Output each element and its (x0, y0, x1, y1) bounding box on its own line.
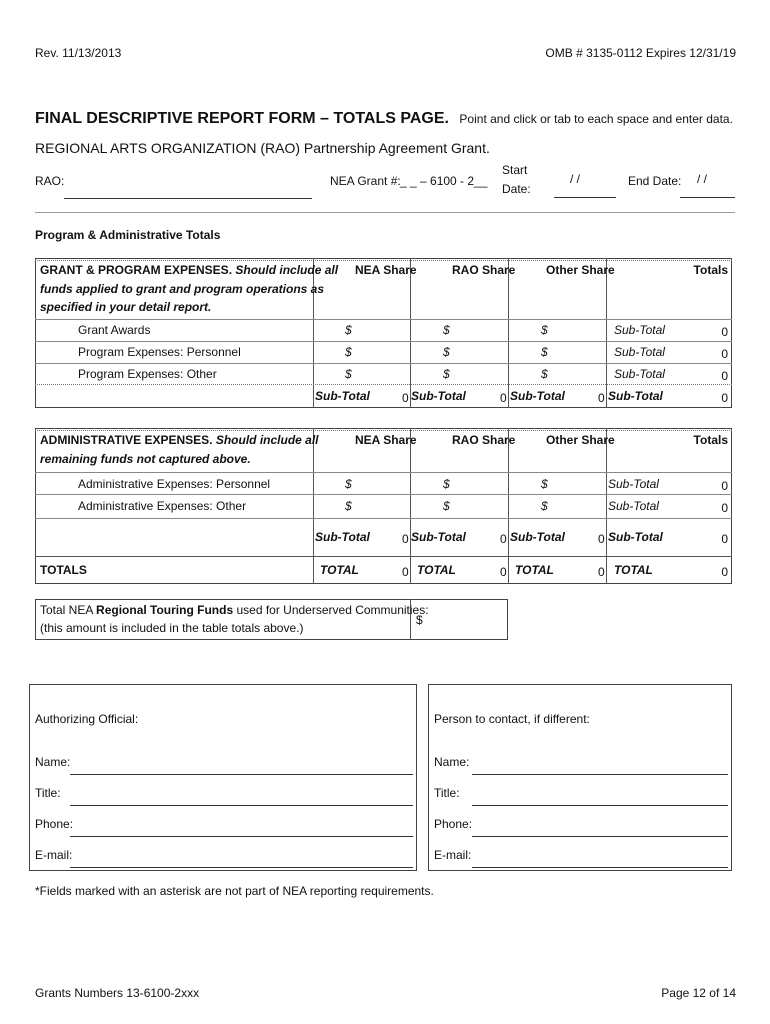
row-label: Administrative Expenses: Personnel (78, 477, 271, 491)
total-grand: 0 (721, 565, 728, 579)
row-total: 0 (721, 369, 728, 383)
total-label: TOTAL (320, 563, 359, 577)
name-label: Name: (434, 755, 470, 769)
touring-line-2: (this amount is included in the table totals above.) (40, 621, 304, 635)
nea-input[interactable]: $ (345, 499, 352, 513)
authorizing-official-label: Authorizing Official: (35, 712, 139, 726)
subtotal-label: Sub-Total (608, 530, 663, 544)
col-rao-share: RAO Share (452, 263, 516, 277)
rao-label: RAO: (35, 174, 65, 188)
subtotal-rao: 0 (500, 532, 507, 546)
other-input[interactable]: $ (541, 499, 548, 513)
nea-grant-number[interactable]: _ _ – 6100 - 2__ (400, 174, 488, 188)
row-label: Program Expenses: Other (78, 367, 217, 381)
rao-input[interactable]: $ (443, 323, 450, 337)
other-input[interactable]: $ (541, 323, 548, 337)
row-label: Administrative Expenses: Other (78, 499, 247, 513)
phone-label: Phone: (35, 817, 74, 831)
total-other: 0 (598, 565, 605, 579)
subtotal-nea: 0 (402, 391, 409, 405)
contact-person-label: Person to contact, if different: (434, 712, 590, 726)
col-totals: Totals (693, 263, 728, 277)
start-date[interactable]: / / (570, 172, 581, 186)
subtotal-rao: 0 (500, 391, 507, 405)
phone-label: Phone: (434, 817, 473, 831)
title-label: Title: (434, 786, 460, 800)
row-total: 0 (721, 347, 728, 361)
subtotal-total: 0 (721, 391, 728, 405)
program-heading-3: specified in your detail report. (40, 300, 212, 314)
end-date-label: End Date: (628, 174, 682, 188)
official-name-input[interactable] (70, 758, 413, 775)
omb-number: OMB # 3135-0112 Expires 12/31/19 (545, 46, 736, 60)
subtotal-label: Sub-Total (510, 389, 565, 403)
page-title (35, 110, 733, 128)
row-subtotal-label: Sub-Total (614, 367, 665, 381)
subtotal-label: Sub-Total (315, 389, 370, 403)
title-label: Title: (35, 786, 61, 800)
rao-input[interactable]: $ (443, 499, 450, 513)
rao-input[interactable]: $ (443, 477, 450, 491)
row-total: 0 (721, 501, 728, 515)
program-heading-2: funds applied to grant and program operations as (40, 282, 325, 296)
grant-numbers-footer: Grants Numbers 13-6100-2xxx (35, 986, 200, 1000)
row-total: 0 (721, 325, 728, 339)
subtotal-nea: 0 (402, 532, 409, 546)
footnote: *Fields marked with an asterisk are not part of NEA reporting requirements. (35, 884, 434, 898)
rao-input[interactable] (64, 182, 312, 199)
row-subtotal-label: Sub-Total (608, 477, 659, 491)
totals-label: TOTALS (40, 563, 87, 577)
official-phone-input[interactable] (70, 820, 413, 837)
row-label: Program Expenses: Personnel (78, 345, 241, 359)
name-label: Name: (35, 755, 71, 769)
col-rao-share: RAO Share (452, 433, 516, 447)
official-title-input[interactable] (70, 789, 413, 806)
subtotal-label: Sub-Total (315, 530, 370, 544)
row-subtotal-label: Sub-Total (614, 323, 665, 337)
admin-heading: ADMINISTRATIVE EXPENSES. Should include all (40, 433, 319, 447)
row-subtotal-label: Sub-Total (608, 499, 659, 513)
nea-input[interactable]: $ (345, 477, 352, 491)
other-input[interactable]: $ (541, 345, 548, 359)
col-nea-share: NEA Share (355, 263, 417, 277)
start-label-1: Start (502, 163, 528, 177)
rao-input[interactable]: $ (443, 345, 450, 359)
subtotal-label: Sub-Total (411, 530, 466, 544)
section-label: Program & Administrative Totals (35, 228, 221, 242)
start-label-2: Date: (502, 182, 531, 196)
col-other-share: Other Share (546, 263, 615, 277)
col-totals: Totals (693, 433, 728, 447)
program-heading: GRANT & PROGRAM EXPENSES. Should include all (40, 263, 339, 277)
other-input[interactable]: $ (541, 367, 548, 381)
touring-amount[interactable]: $ (416, 613, 423, 627)
subtotal-other: 0 (598, 532, 605, 546)
other-input[interactable]: $ (541, 477, 548, 491)
email-label: E-mail: (434, 848, 472, 862)
end-date[interactable]: / / (697, 172, 708, 186)
revision-date: Rev. 11/13/2013 (35, 46, 122, 60)
contact-phone-input[interactable] (472, 820, 728, 837)
nea-input[interactable]: $ (345, 345, 352, 359)
row-total: 0 (721, 479, 728, 493)
title-main: FINAL DESCRIPTIVE REPORT FORM – TOTALS PAGE. (35, 110, 449, 127)
subtitle: REGIONAL ARTS ORGANIZATION (RAO) Partnership Agreement Grant. (35, 140, 490, 156)
subtotal-label: Sub-Total (411, 389, 466, 403)
total-rao: 0 (500, 565, 507, 579)
contact-name-input[interactable] (472, 758, 728, 775)
contact-title-input[interactable] (472, 789, 728, 806)
page-number: Page 12 of 14 (661, 986, 736, 1000)
contact-email-input[interactable] (472, 851, 728, 868)
total-label: TOTAL (614, 563, 653, 577)
nea-grant-label: NEA Grant #: (330, 174, 401, 188)
col-nea-share: NEA Share (355, 433, 417, 447)
total-label: TOTAL (417, 563, 456, 577)
nea-input[interactable]: $ (345, 367, 352, 381)
total-label: TOTAL (515, 563, 554, 577)
subtotal-total: 0 (721, 532, 728, 546)
col-other-share: Other Share (546, 433, 615, 447)
nea-input[interactable]: $ (345, 323, 352, 337)
official-email-input[interactable] (70, 851, 413, 868)
rao-input[interactable]: $ (443, 367, 450, 381)
subtotal-label: Sub-Total (608, 389, 663, 403)
admin-heading-2: remaining funds not captured above. (40, 452, 251, 466)
email-label: E-mail: (35, 848, 73, 862)
subtotal-label: Sub-Total (510, 530, 565, 544)
total-nea: 0 (402, 565, 409, 579)
row-label: Grant Awards (78, 323, 151, 337)
touring-line-1: Total NEA Regional Touring Funds used for Underserved Communities: (40, 603, 429, 617)
title-hint: Point and click or tab to each space and enter data. (459, 112, 733, 126)
row-subtotal-label: Sub-Total (614, 345, 665, 359)
subtotal-other: 0 (598, 391, 605, 405)
